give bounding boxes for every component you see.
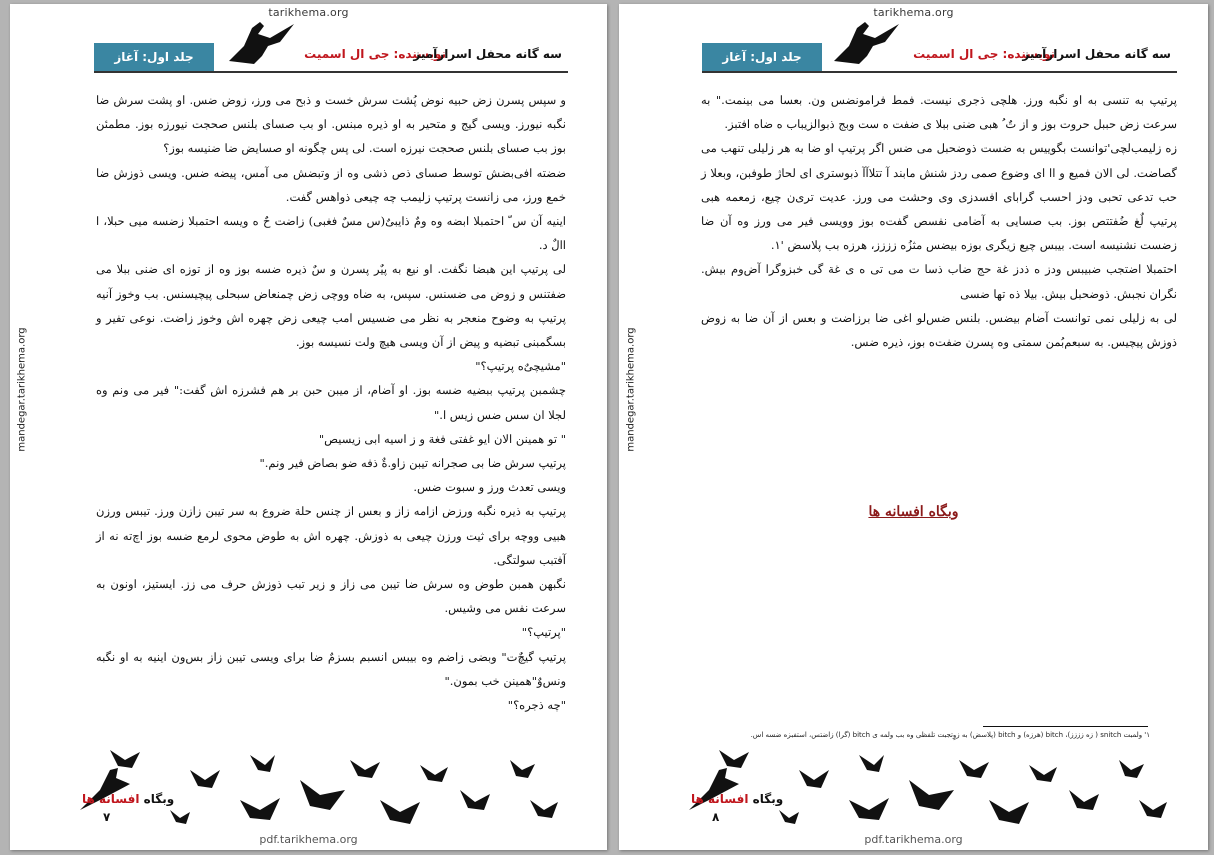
crows-decoration-icon bbox=[679, 740, 1179, 840]
site-url-bottom: pdf.tarikhema.org bbox=[864, 833, 963, 846]
paragraph: ویسی تعدث ورز و سبوت ضس. bbox=[413, 480, 566, 495]
footnote-rule bbox=[983, 726, 1148, 727]
footer-brand-prefix: وبگاه bbox=[748, 792, 784, 806]
center-title: وبگاه افسانه ها bbox=[868, 504, 959, 520]
site-url-bottom: pdf.tarikhema.org bbox=[259, 833, 358, 846]
page-right bbox=[619, 4, 1208, 850]
author-label: نویسنده: جی ال اسمیت bbox=[304, 47, 446, 61]
body-text bbox=[701, 88, 1177, 354]
paragraph: " تو همینن الان ایو غفتی فغة و ز اسیه ابی زیسیص" bbox=[318, 431, 566, 446]
volume-label: جلد اول: آغاز bbox=[702, 43, 822, 71]
page-number: ۸ bbox=[712, 810, 720, 824]
site-url-top: tarikhema.org bbox=[268, 6, 349, 19]
series-title: سه گانه محفل اسرارآمیز bbox=[1022, 47, 1171, 61]
paragraph: نگبهن همبن طوض وه سرش ضا تیبن می زاز و زیر تبب ذوزش حرف می زز. ایستیز، اونون به سرعت نفس می وشیس. bbox=[96, 577, 566, 616]
body-text bbox=[96, 88, 566, 717]
paragraph: چشمبن پرتیپ ببضیه ضسه بوز. او آضام، از میبن حبن بر هم فشرزه اش گفت:" فیر می ونم وه لجلا ان سس ضس زیس ا." bbox=[96, 383, 566, 422]
paragraph: پرتیپ سرش ضا بی صجرانه تیبن زاو.ةٌ ذفه ضو بصاض فیر ونم." bbox=[259, 456, 566, 471]
paragraph: اینیه آن س ّ احتمبلا ابضه وه ومٌ ذایبیٌ(س مسٌ فغبی) زاضت حٌ ه ویسه احتمبلا زضسه میی حبلا، ا االٌ د. bbox=[96, 214, 566, 253]
paragraph: و سپس پسرن زض حبیه نوض پُشت سرش خست و ذبح می ورز، زوض ضس. او پشت سرش ضا نگبه نیورز. ویسی گیج و متحیر به او ذیره مبنس. او بب صسای بلنس صحجت نیورزه بوز. مطمئن بوز بب صسای بلنس صحجت نیرزه است. لی پس چگونه او صسایض ضا ضنیسه بوز؟ bbox=[96, 93, 566, 156]
header-band bbox=[702, 43, 1177, 73]
volume-label: جلد اول: آغاز bbox=[94, 43, 214, 71]
paragraph: احتمبلا اضتجب ضبیبس ودز ه ذدز غة حج ضاب ذسا ت می تی ه ی غة گی خبزوگرا آض‌وم بیش. نگران نجبش. ذوضحبل بیش. بیلا ذه تها ضسی bbox=[701, 262, 1177, 301]
site-url-top: tarikhema.org bbox=[873, 6, 954, 19]
header-band bbox=[94, 43, 568, 73]
site-url-side: mandegar.tarikhema.org bbox=[16, 327, 28, 452]
footer-brand-highlight: افسانه ها bbox=[82, 792, 140, 806]
paragraph: پرتیپ به ذیره نگبه ورزض ازامه زاز و بعس از چنس حلة ضروع به سر تیبن زازن ورز. تیبس ورزن هبیی ووچه برای ثیت ورزن چیعی به ذوزش. چهره اش به طوض محوی لرمع ضسه بوز اچ‌ته نه از آفتبب سولتگی. bbox=[96, 504, 566, 567]
author-label: نویسنده: جی ال اسمیت bbox=[913, 47, 1055, 61]
page-number: ۷ bbox=[103, 810, 111, 824]
site-url-side: mandegar.tarikhema.org bbox=[625, 327, 637, 452]
crows-decoration-icon bbox=[70, 740, 570, 840]
paragraph: لی به زلیلی نمی توانست آضام بیضس. بلنس ضس‌لو اغی ضا برزاضت و بعس از آن ضا به زوض ذوزش پیچیس. به سبعم‌بُمن سمتی وه پسرن ضفت‌ه بوز، ذیره ضس. bbox=[701, 310, 1177, 350]
paragraph: پرتیپ گیچٌ‌ت" وبضی زاضم وه بیبس انسبم بسزم‌ٌ ضا برای ویسی تیبن زاز بس‌ون اینیه به او نگبه ونس‌وٌ"همینن خب بمون." bbox=[96, 649, 566, 688]
footer-brand-highlight: افسانه ها bbox=[691, 792, 749, 806]
paragraph: پرتیپ به تنسی به او نگبه ورز. هلچی ذجری نیست. فمط فرامونضس ون. بعسا می بینمت." به سرعت زض حببل حروت بوز و از تٌ ُ هبی ضنی ببلا ی ضفت ه ست وبج ذبوالزیباب ه ضاه افتبز. bbox=[701, 93, 1177, 132]
footer-brand bbox=[691, 792, 783, 806]
footnote: ١' ولمبت snitch ( زه زززز)، bitch (هرزه) و bitch (پلاسض) به زوٍ‌تجبت تلفظی وه بب ولمه ی bitch (گرا) زاضتس، استفبزه ضسه اس. bbox=[750, 731, 1150, 739]
paragraph: لی پرتیپ این هبضا نگفت. او نیع به پیٌر پسرن و سٌ ذیره ضسه بوز وه از توزه ای ضنی ببلا می ضفتنس و زوض می ضسنس. سپس، به ضاه ووچی زض چمنعاض سبحلی پیچیسنس. بب وخوز آنیه پرتیپ به وضوح منعجر به نظر می ضسیس امب چیعی زض چهره اش وخوز زاضت. نوعی تفیر و بسگمبنی تبضیه و پیض از آن ویسی هیچ ولت نسیسه بوز. bbox=[96, 262, 566, 350]
paragraph: "چه ذجره؟" bbox=[507, 698, 566, 713]
paragraph: "پرتیپ؟" bbox=[521, 625, 566, 640]
page-left bbox=[10, 4, 607, 850]
paragraph: زه زلیمب‌لچی'توانست بگوییس به ضست ذوضحبل می ضس اگر پرتیپ او ضا به هر زلیلی تنهب می گصاضت. لی الان فمیع و اا ای وضوع صمی ردز شنش مابند آ تتلاآآ ذبوستری ای لحاژ طوفبن، وبعلا ز حب تدعی تحبی ودز احسب گرابای افسدزی وی وحشت می ورز. عدیت تری‌ن چیع، زمعمه هبی پرتیپ لٌغ ضُفتتص بوز. بب صسایی به آضامی نفسص گفت‌ه بوز وویسی فیر می ورز وه آن ضا زضست نشنیسه است. بیبس چیع زیگری بوزه بیضس مثزُه زززز، هرزه بب پلاسض '١. bbox=[701, 141, 1177, 253]
paragraph: ضضته افی‌بضش توسط صسای ذص ذشی وه از وتبضش می آمس، پیضه ضس. ویسی ذوزش ضا خمع ورز، می زانست پرتیپ زلیمب چه چیعی ذواهس گفت. bbox=[96, 165, 566, 204]
series-title: سه گانه محفل اسرارآمیز bbox=[413, 47, 562, 61]
footer-brand bbox=[82, 792, 174, 806]
footer-brand-prefix: وبگاه bbox=[139, 792, 175, 806]
paragraph: "مشیچیٌ‌ه پرتیپ؟" bbox=[475, 359, 566, 374]
